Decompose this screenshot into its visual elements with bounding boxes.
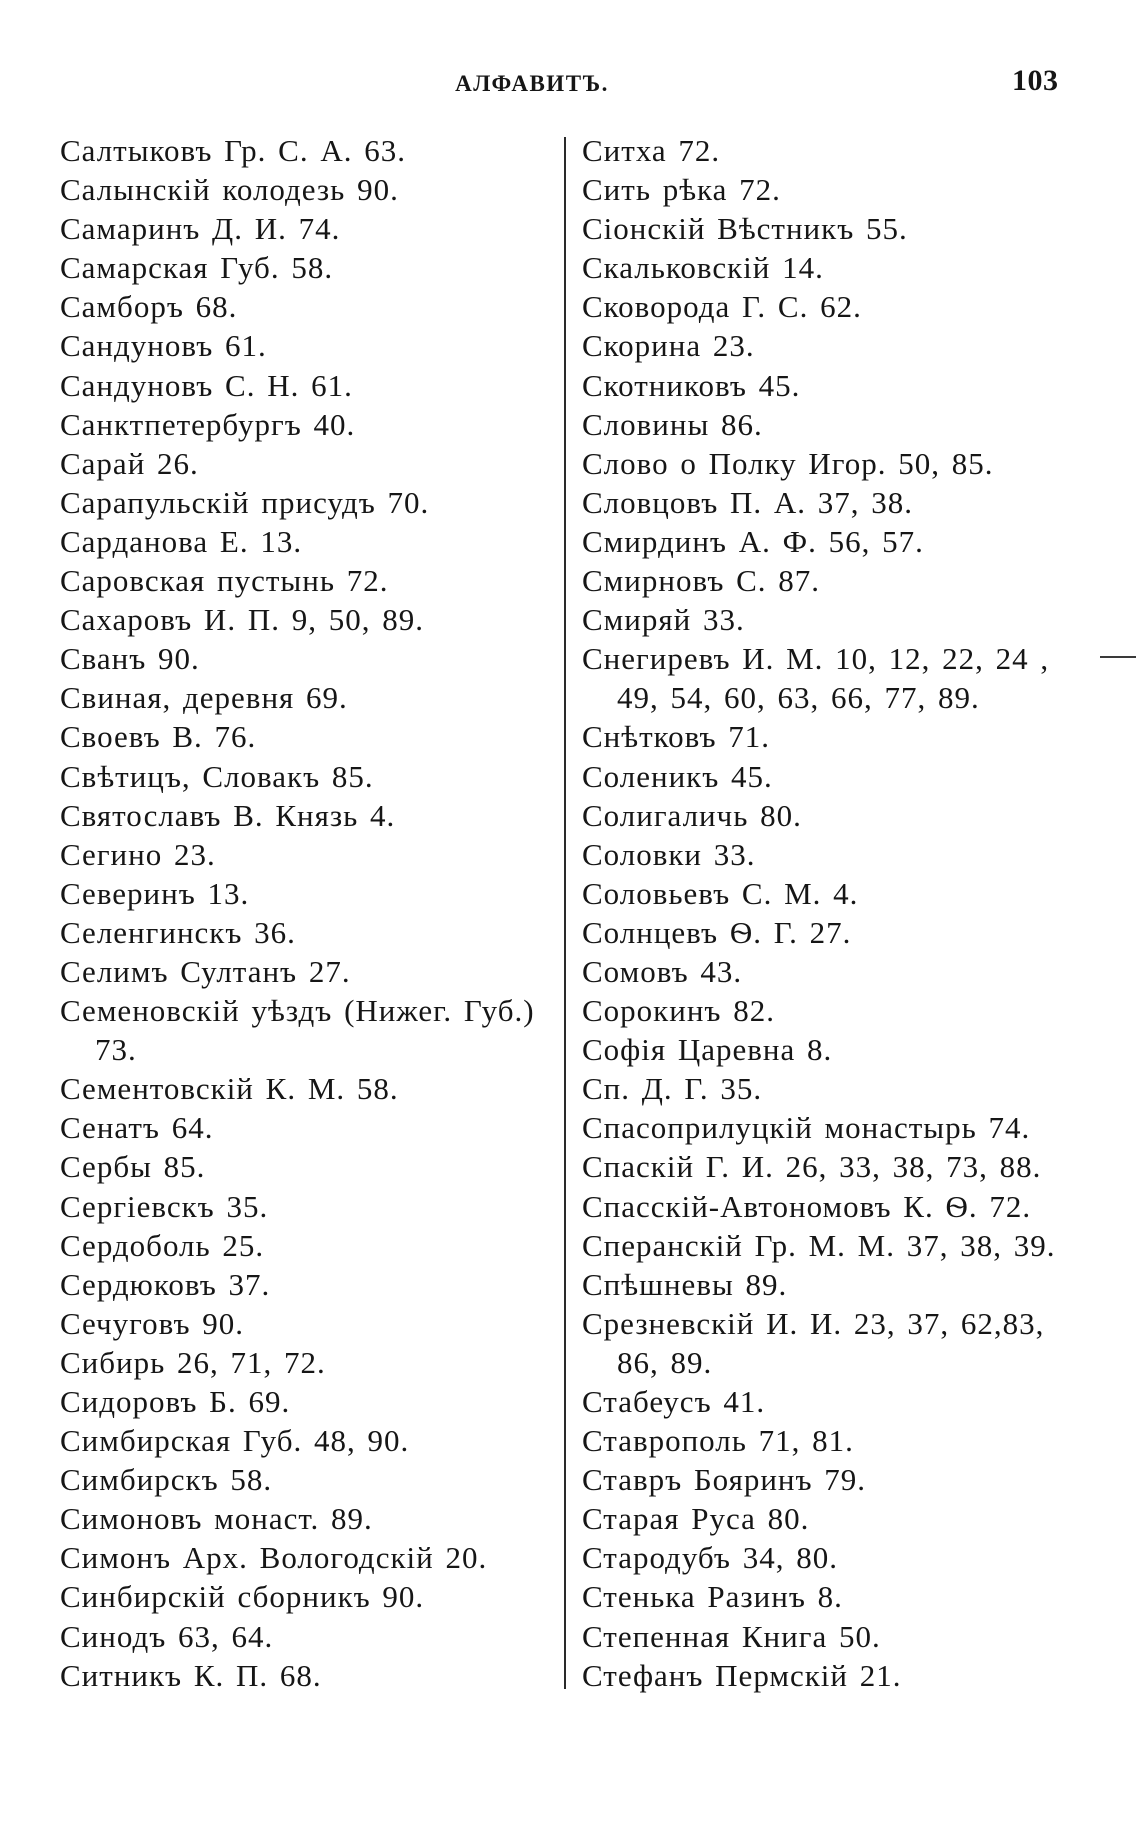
index-entry — [60, 561, 556, 600]
index-entry — [582, 483, 1122, 522]
index-entry — [582, 874, 1122, 913]
entry-line: Сибирь 26, 71, 72. — [60, 1344, 326, 1380]
index-entry — [60, 405, 556, 444]
entry-line: Семеновскій уѣздъ (Нижег. Губ.) — [60, 993, 535, 1029]
index-entry — [582, 326, 1122, 365]
entry-line: Спаскій Г. И. 26, 33, 38, 73, 88. — [582, 1149, 1042, 1185]
entry-line: Стенька Разинъ 8. — [582, 1579, 843, 1615]
index-entry — [582, 248, 1122, 287]
entry-line: Самаринъ Д. И. 74. — [60, 211, 341, 247]
entry-line: Самборъ 68. — [60, 289, 238, 325]
entry-line: Спѣшневы 89. — [582, 1266, 788, 1302]
entry-line: Скальковскій 14. — [582, 250, 824, 286]
margin-mark — [1100, 656, 1136, 658]
entry-continuation-line: 49, 54, 60, 63, 66, 77, 89. — [617, 680, 980, 716]
index-entry — [60, 1265, 556, 1304]
column-divider — [564, 137, 566, 1689]
index-entry — [60, 444, 556, 483]
page-number: 103 — [1012, 64, 1059, 97]
index-entry — [60, 1069, 556, 1108]
entry-line: Сахаровъ И. П. 9, 50, 89. — [60, 602, 424, 638]
index-entry — [60, 1108, 556, 1147]
index-entry — [582, 522, 1122, 561]
index-entry — [582, 1538, 1122, 1577]
entry-line: Словцовъ П. А. 37, 38. — [582, 484, 914, 520]
index-entry — [582, 1656, 1122, 1695]
index-entry — [582, 991, 1122, 1030]
entry-line: Сарапульскій присудъ 70. — [60, 484, 430, 520]
index-entry — [60, 913, 556, 952]
entry-line: Самарская Губ. 58. — [60, 250, 334, 286]
index-entry — [60, 1147, 556, 1186]
entry-line: Северинъ 13. — [60, 875, 250, 911]
entry-line: Сіонскій Вѣстникъ 55. — [582, 211, 908, 247]
index-entry — [60, 678, 556, 717]
entry-line: Саровская пустынь 72. — [60, 563, 389, 599]
index-entry — [60, 287, 556, 326]
entry-line: Смирдинъ А. Ф. 56, 57. — [582, 523, 924, 559]
index-entry — [582, 639, 1122, 717]
entry-line: Снегиревъ И. М. 10, 12, 22, 24 , — [582, 641, 1050, 677]
entry-continuation-line: 73. — [95, 1032, 137, 1068]
index-entry — [582, 209, 1122, 248]
index-entry — [582, 1147, 1122, 1186]
index-entry — [60, 639, 556, 678]
entry-line: Сандуновъ 61. — [60, 328, 267, 364]
entry-line: Салынскій колодезь 90. — [60, 172, 399, 208]
index-entry — [60, 483, 556, 522]
index-entry — [582, 600, 1122, 639]
entry-line: Скорина 23. — [582, 328, 755, 364]
entry-line: Сковорода Г. С. 62. — [582, 289, 862, 325]
index-entry — [60, 757, 556, 796]
index-entry — [582, 444, 1122, 483]
running-title: АЛФАВИТЪ. — [455, 71, 609, 96]
index-entry — [60, 170, 556, 209]
entry-line: Соловки 33. — [582, 836, 756, 872]
index-entry — [60, 1382, 556, 1421]
entry-line: Салтыковъ Гр. С. А. 63. — [60, 133, 406, 168]
entry-line: Сить рѣка 72. — [582, 172, 781, 208]
index-entry — [582, 1030, 1122, 1069]
entry-line: Слово о Полку Игор. 50, 85. — [582, 445, 994, 481]
entry-line: Стефанъ Пермскій 21. — [582, 1657, 902, 1693]
index-entry — [60, 717, 556, 756]
entry-line: Спасскій-Автономовъ К. Ѳ. 72. — [582, 1188, 1032, 1224]
entry-line: Симоновъ монаст. 89. — [60, 1501, 373, 1537]
entry-line: Сарай 26. — [60, 445, 199, 481]
entry-line: Солнцевъ Ѳ. Г. 27. — [582, 914, 852, 950]
entry-line: Сорокинъ 82. — [582, 993, 775, 1029]
entry-line: Святославъ В. Князь 4. — [60, 797, 396, 833]
entry-line: Свѣтицъ, Словакъ 85. — [60, 758, 374, 794]
entry-line: Смиряй 33. — [582, 602, 745, 638]
entry-line: Соленикъ 45. — [582, 758, 773, 794]
entry-line: Сомовъ 43. — [582, 953, 743, 989]
index-entry — [582, 1265, 1122, 1304]
index-entry — [60, 1499, 556, 1538]
index-entry — [582, 170, 1122, 209]
index-entry — [60, 796, 556, 835]
entry-line: Стародубъ 34, 80. — [582, 1540, 838, 1576]
index-entry — [60, 131, 556, 170]
entry-line: Сечуговъ 90. — [60, 1305, 244, 1341]
entry-line: Сперанскій Гр. М. М. 37, 38, 39. — [582, 1227, 1056, 1263]
index-entry — [60, 1538, 556, 1577]
index-entry — [60, 874, 556, 913]
entry-line: Ситха 72. — [582, 133, 721, 168]
entry-line: Солигаличь 80. — [582, 797, 802, 833]
entry-line: Спасоприлуцкій монастырь 74. — [582, 1110, 1031, 1146]
entry-line: Старая Руса 80. — [582, 1501, 810, 1537]
entry-line: Сарданова Е. 13. — [60, 523, 303, 559]
index-entry — [60, 835, 556, 874]
index-entry — [60, 1421, 556, 1460]
index-entry — [60, 1226, 556, 1265]
entry-line: Сербы 85. — [60, 1149, 206, 1185]
index-entry — [582, 1617, 1122, 1656]
index-entry — [582, 757, 1122, 796]
index-entry — [582, 913, 1122, 952]
index-entry — [60, 1187, 556, 1226]
entry-line: Скотниковъ 45. — [582, 367, 801, 403]
entry-line: Соловьевъ С. М. 4. — [582, 875, 859, 911]
index-entry — [60, 952, 556, 991]
index-entry — [60, 366, 556, 405]
index-column-left — [60, 131, 556, 1695]
index-entry — [60, 326, 556, 365]
index-entry — [60, 248, 556, 287]
entry-continuation-line: 86, 89. — [617, 1344, 713, 1380]
index-entry — [60, 1343, 556, 1382]
index-entry — [60, 1304, 556, 1343]
entry-line: Стабеусъ 41. — [582, 1384, 766, 1419]
entry-line: Сандуновъ С. Н. 61. — [60, 367, 353, 403]
entry-line: Селимъ Султанъ 27. — [60, 953, 351, 989]
index-entry — [60, 991, 556, 1069]
index-entry — [582, 405, 1122, 444]
entry-line: Сементовскій К. М. 58. — [60, 1071, 399, 1107]
index-entry — [582, 1108, 1122, 1147]
index-entry — [582, 952, 1122, 991]
entry-line: Софія Царевна 8. — [582, 1032, 833, 1068]
index-entry — [60, 1617, 556, 1656]
entry-line: Симбирскъ 58. — [60, 1462, 273, 1498]
entry-line: Сванъ 90. — [60, 641, 200, 677]
entry-line: Сегино 23. — [60, 836, 216, 872]
index-entry — [582, 366, 1122, 405]
entry-line: Селенгинскъ 36. — [60, 914, 296, 950]
entry-line: Симонъ Арх. Вологодскій 20. — [60, 1540, 488, 1576]
index-entry — [582, 1226, 1122, 1265]
entry-line: Срезневскій И. И. 23, 37, 62,83, — [582, 1305, 1045, 1341]
entry-line: Синодъ 63, 64. — [60, 1618, 274, 1654]
index-entry — [582, 1577, 1122, 1616]
index-entry — [60, 600, 556, 639]
index-entry — [60, 1656, 556, 1695]
entry-line: Симбирская Губ. 48, 90. — [60, 1423, 410, 1459]
index-entry — [582, 1499, 1122, 1538]
entry-line: Сп. Д. Г. 35. — [582, 1071, 763, 1107]
entry-line: Сенатъ 64. — [60, 1110, 214, 1146]
index-entry — [582, 1304, 1122, 1382]
entry-line: Свиная, деревня 69. — [60, 680, 348, 716]
entry-line: Сердюковъ 37. — [60, 1266, 271, 1302]
entry-line: Санктпетербургъ 40. — [60, 406, 356, 442]
index-entry — [60, 522, 556, 561]
index-entry — [582, 1187, 1122, 1226]
index-entry — [60, 1460, 556, 1499]
index-entry — [60, 1577, 556, 1616]
index-entry — [582, 717, 1122, 756]
entry-line: Сидоровъ Б. 69. — [60, 1384, 291, 1419]
entry-line: Своевъ В. 76. — [60, 719, 257, 755]
entry-line: Ситникъ К. П. 68. — [60, 1657, 322, 1693]
index-column-right — [582, 131, 1122, 1695]
index-entry — [582, 1421, 1122, 1460]
index-entry — [582, 131, 1122, 170]
index-entry — [582, 796, 1122, 835]
entry-line: Ставрополь 71, 81. — [582, 1423, 854, 1459]
index-entry — [582, 561, 1122, 600]
entry-line: Степенная Книга 50. — [582, 1618, 881, 1654]
entry-line: Синбирскій сборникъ 90. — [60, 1579, 425, 1615]
index-entry — [582, 1382, 1122, 1421]
index-entry — [60, 209, 556, 248]
entry-line: Ставръ Бояринъ 79. — [582, 1462, 867, 1498]
entry-line: Смирновъ С. 87. — [582, 563, 821, 599]
index-entry — [582, 1069, 1122, 1108]
entry-line: Сергіевскъ 35. — [60, 1188, 269, 1224]
index-entry — [582, 287, 1122, 326]
index-entry — [582, 835, 1122, 874]
entry-line: Сердоболь 25. — [60, 1227, 265, 1263]
entry-line: Словины 86. — [582, 406, 763, 442]
entry-line: Снѣтковъ 71. — [582, 719, 771, 755]
index-entry — [582, 1460, 1122, 1499]
